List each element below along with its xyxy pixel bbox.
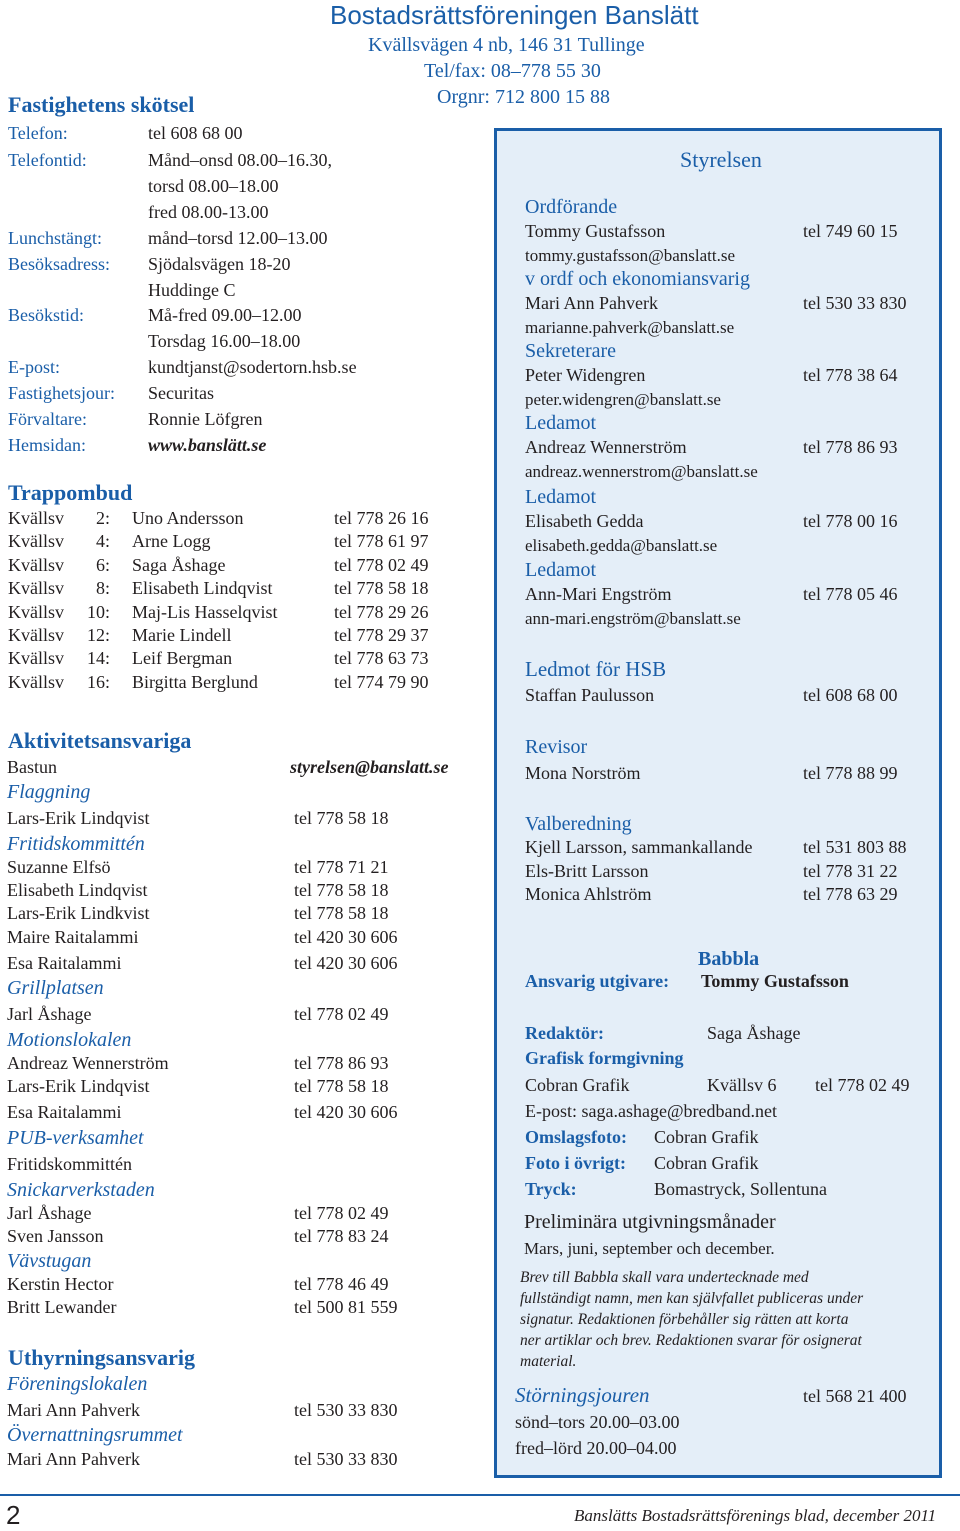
foto-label: Foto i övrigt: <box>525 1153 626 1173</box>
fastighet-label: Hemsidan: <box>8 435 86 455</box>
fastighet-value: tel 608 68 00 <box>148 123 243 143</box>
cobran-name: Cobran Grafik <box>525 1075 630 1095</box>
revisor-role: Revisor <box>525 736 588 758</box>
activity-value: tel 778 58 18 <box>294 808 389 828</box>
trapp-street: Kvällsv <box>8 554 64 575</box>
board-name: Ann-Mari Engström <box>525 584 672 604</box>
brev-line: material. <box>520 1353 577 1370</box>
activity-person: Suzanne Elfsö <box>7 857 111 877</box>
activity-person: Fritidskommittén <box>7 1154 133 1174</box>
fastighet-value: månd–torsd 12.00–13.00 <box>148 228 328 248</box>
trapp-name: Maj-Lis Hasselqvist <box>132 601 278 622</box>
activity-category: Fritidskommittén <box>7 833 145 855</box>
org-address: Kvällsvägen 4 nb, 146 31 Tullinge <box>368 34 645 56</box>
activity-category: Vävstugan <box>7 1250 92 1272</box>
trapp-name: Marie Lindell <box>132 625 232 645</box>
trapp-name: Uno Andersson <box>132 508 244 528</box>
fastighet-heading: Fastighetens skötsel <box>8 92 195 117</box>
board-tel: tel 778 00 16 <box>803 511 898 531</box>
valberedning-tel: tel 531 803 88 <box>803 837 907 857</box>
revisor-tel: tel 778 88 99 <box>803 763 898 783</box>
rental-tel: tel 530 33 830 <box>294 1400 398 1420</box>
fastighet-value: Huddinge C <box>148 280 236 300</box>
board-tel: tel 778 86 93 <box>803 437 898 457</box>
fastighet-value: Sjödalsvägen 18-20 <box>148 254 291 274</box>
tryck-label: Tryck: <box>525 1179 577 1199</box>
fastighet-label: E-post: <box>8 357 60 377</box>
trapp-tel: tel 778 29 26 <box>334 601 429 622</box>
activity-value: tel 778 58 18 <box>294 880 389 900</box>
trappombud-heading: Trappombud <box>8 480 133 505</box>
board-role: Ledamot <box>525 486 597 508</box>
trapp-tel: tel 778 58 18 <box>334 578 429 599</box>
activity-value: tel 500 81 559 <box>294 1297 398 1317</box>
activity-category: Flaggning <box>7 781 91 803</box>
board-role: Ordförande <box>525 196 618 218</box>
rental-tel: tel 530 33 830 <box>294 1449 398 1469</box>
board-email: tommy.gustafsson@banslatt.se <box>525 246 736 265</box>
cobran-address: Kvällsv 6 <box>707 1075 777 1095</box>
activity-person: Andreaz Wennerström <box>7 1053 169 1073</box>
trapp-number: 14: <box>86 648 110 669</box>
fastighet-value: Ronnie Löfgren <box>148 409 263 429</box>
valberedning-tel: tel 778 63 29 <box>803 884 898 904</box>
storning-hours-2: fred–lörd 20.00–04.00 <box>515 1438 677 1458</box>
footer-rule <box>0 1494 960 1496</box>
activity-value: styrelsen@banslatt.se <box>290 757 449 777</box>
activity-person: Lars-Erik Lindqvist <box>7 808 150 828</box>
trapp-number: 10: <box>86 601 110 622</box>
storning-hours-1: sönd–tors 20.00–03.00 <box>515 1412 680 1432</box>
redaktor-label: Redaktör: <box>525 1023 604 1043</box>
trapp-name: Birgitta Berglund <box>132 671 258 692</box>
fastighet-label: Lunchstängt: <box>8 228 102 248</box>
trapp-number: 6: <box>95 554 110 575</box>
rental-person: Mari Ann Pahverk <box>7 1400 140 1420</box>
trapp-street: Kvällsv <box>8 601 64 622</box>
trapp-street: Kvällsv <box>8 671 64 692</box>
fastighet-value: www.banslätt.se <box>148 435 267 455</box>
trapp-number: 2: <box>95 508 110 528</box>
board-email: peter.widengren@banslatt.se <box>525 390 721 409</box>
fastighet-value: Månd–onsd 08.00–16.30, <box>148 150 332 170</box>
activity-value: tel 778 58 18 <box>294 903 389 923</box>
rental-person: Mari Ann Pahverk <box>7 1449 140 1469</box>
page-number: 2 <box>6 1500 21 1530</box>
trapp-tel: tel 778 26 16 <box>334 508 429 528</box>
redaktor-name: Saga Åshage <box>707 1023 801 1043</box>
valberedning-name: Els-Britt Larsson <box>525 860 649 881</box>
foto-value: Cobran Grafik <box>654 1153 759 1173</box>
uthyrning-heading: Uthyrningsansvarig <box>8 1345 196 1370</box>
trapp-name: Saga Åshage <box>132 554 226 575</box>
storning-tel: tel 568 21 400 <box>803 1386 907 1406</box>
ansvarig-name: Tommy Gustafsson <box>701 971 849 991</box>
trapp-tel: tel 778 63 73 <box>334 648 429 669</box>
trapp-number: 4: <box>95 531 110 552</box>
activity-person: Lars-Erik Lindkvist <box>7 903 150 923</box>
tryck-value: Bomastryck, Sollentuna <box>654 1179 827 1199</box>
valberedning-tel: tel 778 31 22 <box>803 860 898 881</box>
storning-label: Störningsjouren <box>515 1383 650 1407</box>
omslag-value: Cobran Grafik <box>654 1127 759 1147</box>
fastighet-value: Torsdag 16.00–18.00 <box>148 331 301 351</box>
fastighet-value: Securitas <box>148 383 214 403</box>
board-name: Peter Widengren <box>525 365 646 385</box>
trapp-name: Leif Bergman <box>132 648 233 669</box>
activity-person: Elisabeth Lindqvist <box>7 880 148 900</box>
aktivitet-heading: Aktivitetsansvariga <box>8 728 192 753</box>
activity-value: tel 778 46 49 <box>294 1274 389 1294</box>
org-telfax: Tel/fax: 08–778 55 30 <box>424 60 601 82</box>
activity-value: tel 420 30 606 <box>294 927 398 947</box>
activity-category: PUB-verksamhet <box>7 1127 144 1149</box>
trapp-number: 8: <box>95 578 110 599</box>
board-role: Sekreterare <box>525 340 617 362</box>
trapp-street: Kvällsv <box>8 531 64 552</box>
cobran-email: E-post: saga.ashage@bredband.net <box>525 1101 777 1121</box>
prelim-heading: Preliminära utgivningsmånader <box>524 1211 776 1233</box>
activity-value: tel 778 02 49 <box>294 1203 389 1223</box>
trapp-tel: tel 774 79 90 <box>334 671 429 692</box>
trapp-tel: tel 778 02 49 <box>334 554 429 575</box>
hsb-tel: tel 608 68 00 <box>803 685 898 705</box>
activity-category: Snickarverkstaden <box>7 1179 155 1201</box>
trapp-tel: tel 778 29 37 <box>334 625 429 645</box>
valberedning-name: Monica Ahlström <box>525 884 652 904</box>
ansvarig-label: Ansvarig utgivare: <box>525 971 670 991</box>
board-name: Mari Ann Pahverk <box>525 293 658 313</box>
activity-person: Jarl Åshage <box>7 1203 92 1223</box>
board-tel: tel 749 60 15 <box>803 221 898 241</box>
trapp-name: Elisabeth Lindqvist <box>132 578 273 599</box>
babbla-title: Babbla <box>698 948 760 970</box>
fastighet-label: Telefontid: <box>8 150 87 170</box>
board-name: Tommy Gustafsson <box>525 221 666 241</box>
trapp-street: Kvällsv <box>8 648 64 669</box>
activity-value: tel 778 86 93 <box>294 1053 389 1073</box>
hsb-name: Staffan Paulusson <box>525 685 655 705</box>
fastighet-value: torsd 08.00–18.00 <box>148 176 279 196</box>
board-name: Andreaz Wennerström <box>525 437 687 457</box>
board-tel: tel 530 33 830 <box>803 293 907 313</box>
board-name: Elisabeth Gedda <box>525 511 644 531</box>
activity-value: tel 420 30 606 <box>294 953 398 973</box>
valberedning-name: Kjell Larsson, sammankallande <box>525 837 753 857</box>
fastighet-label: Telefon: <box>8 123 68 143</box>
board-email: elisabeth.gedda@banslatt.se <box>525 536 718 555</box>
board-role: Ledamot <box>525 559 597 581</box>
org-orgnr: Orgnr: 712 800 15 88 <box>437 86 610 108</box>
activity-person: Bastun <box>7 757 58 777</box>
board-role: v ordf och ekonomiansvarig <box>525 268 750 290</box>
board-tel: tel 778 38 64 <box>803 365 898 385</box>
brev-line: Brev till Babbla skall vara undertecknade med <box>520 1269 809 1286</box>
board-email: ann-mari.engström@banslatt.se <box>525 609 741 628</box>
activity-value: tel 420 30 606 <box>294 1102 398 1122</box>
styrelsen-heading: Styrelsen <box>680 147 762 172</box>
activity-category: Grillplatsen <box>7 977 104 999</box>
brev-line: fullständigt namn, men kan självfallet publiceras under <box>520 1290 864 1307</box>
cobran-tel: tel 778 02 49 <box>815 1075 910 1095</box>
activity-person: Kerstin Hector <box>7 1274 114 1294</box>
activity-person: Maire Raitalammi <box>7 927 139 947</box>
activity-person: Sven Jansson <box>7 1226 104 1246</box>
activity-category: Motionslokalen <box>7 1029 132 1051</box>
brev-line: ner artiklar och brev. Redaktionen svarar för osignerat <box>520 1332 862 1349</box>
board-role: Ledamot <box>525 412 597 434</box>
publication-title: Banslätts Bostadsrättsförenings blad, december 2011 <box>574 1506 937 1525</box>
brev-line: signatur. Redaktionen förbehåller sig rätten att korta <box>520 1311 849 1328</box>
activity-person: Esa Raitalammi <box>7 1102 122 1122</box>
trapp-number: 16: <box>86 671 110 692</box>
board-email: marianne.pahverk@banslatt.se <box>525 318 735 337</box>
board-email: andreaz.wennerstrom@banslatt.se <box>525 462 758 481</box>
grafisk-label: Grafisk formgivning <box>525 1048 684 1068</box>
fastighet-value: Må-fred 09.00–12.00 <box>148 305 302 325</box>
fastighet-label: Förvaltare: <box>8 409 87 429</box>
activity-person: Jarl Åshage <box>7 1004 92 1024</box>
activity-person: Esa Raitalammi <box>7 953 122 973</box>
hsb-role: Ledmot för HSB <box>525 657 667 681</box>
rental-category: Föreningslokalen <box>7 1373 148 1395</box>
trapp-name: Arne Logg <box>132 531 211 552</box>
trapp-street: Kvällsv <box>8 578 64 599</box>
rental-category: Övernattningsrummet <box>7 1424 183 1446</box>
trapp-street: Kvällsv <box>8 625 64 645</box>
trapp-number: 12: <box>86 625 110 645</box>
fastighet-label: Besökstid: <box>8 305 85 325</box>
revisor-name: Mona Norström <box>525 763 641 783</box>
fastighet-value: fred 08.00-13.00 <box>148 202 269 222</box>
activity-person: Britt Lewander <box>7 1297 117 1317</box>
activity-value: tel 778 83 24 <box>294 1226 389 1246</box>
valberedning-role: Valberedning <box>525 813 632 835</box>
activity-person: Lars-Erik Lindqvist <box>7 1076 150 1096</box>
fastighet-value: kundtjanst@sodertorn.hsb.se <box>148 357 357 377</box>
org-name: Bostadsrättsföreningen Banslätt <box>330 0 699 30</box>
fastighet-label: Fastighetsjour: <box>8 383 115 403</box>
activity-value: tel 778 02 49 <box>294 1004 389 1024</box>
trapp-street: Kvällsv <box>8 508 64 528</box>
prelim-text: Mars, juni, september och december. <box>524 1239 775 1258</box>
omslag-label: Omslagsfoto: <box>525 1127 627 1147</box>
fastighet-label: Besöksadress: <box>8 254 110 274</box>
activity-value: tel 778 58 18 <box>294 1076 389 1096</box>
board-tel: tel 778 05 46 <box>803 584 898 604</box>
trapp-tel: tel 778 61 97 <box>334 531 429 552</box>
activity-value: tel 778 71 21 <box>294 857 389 877</box>
